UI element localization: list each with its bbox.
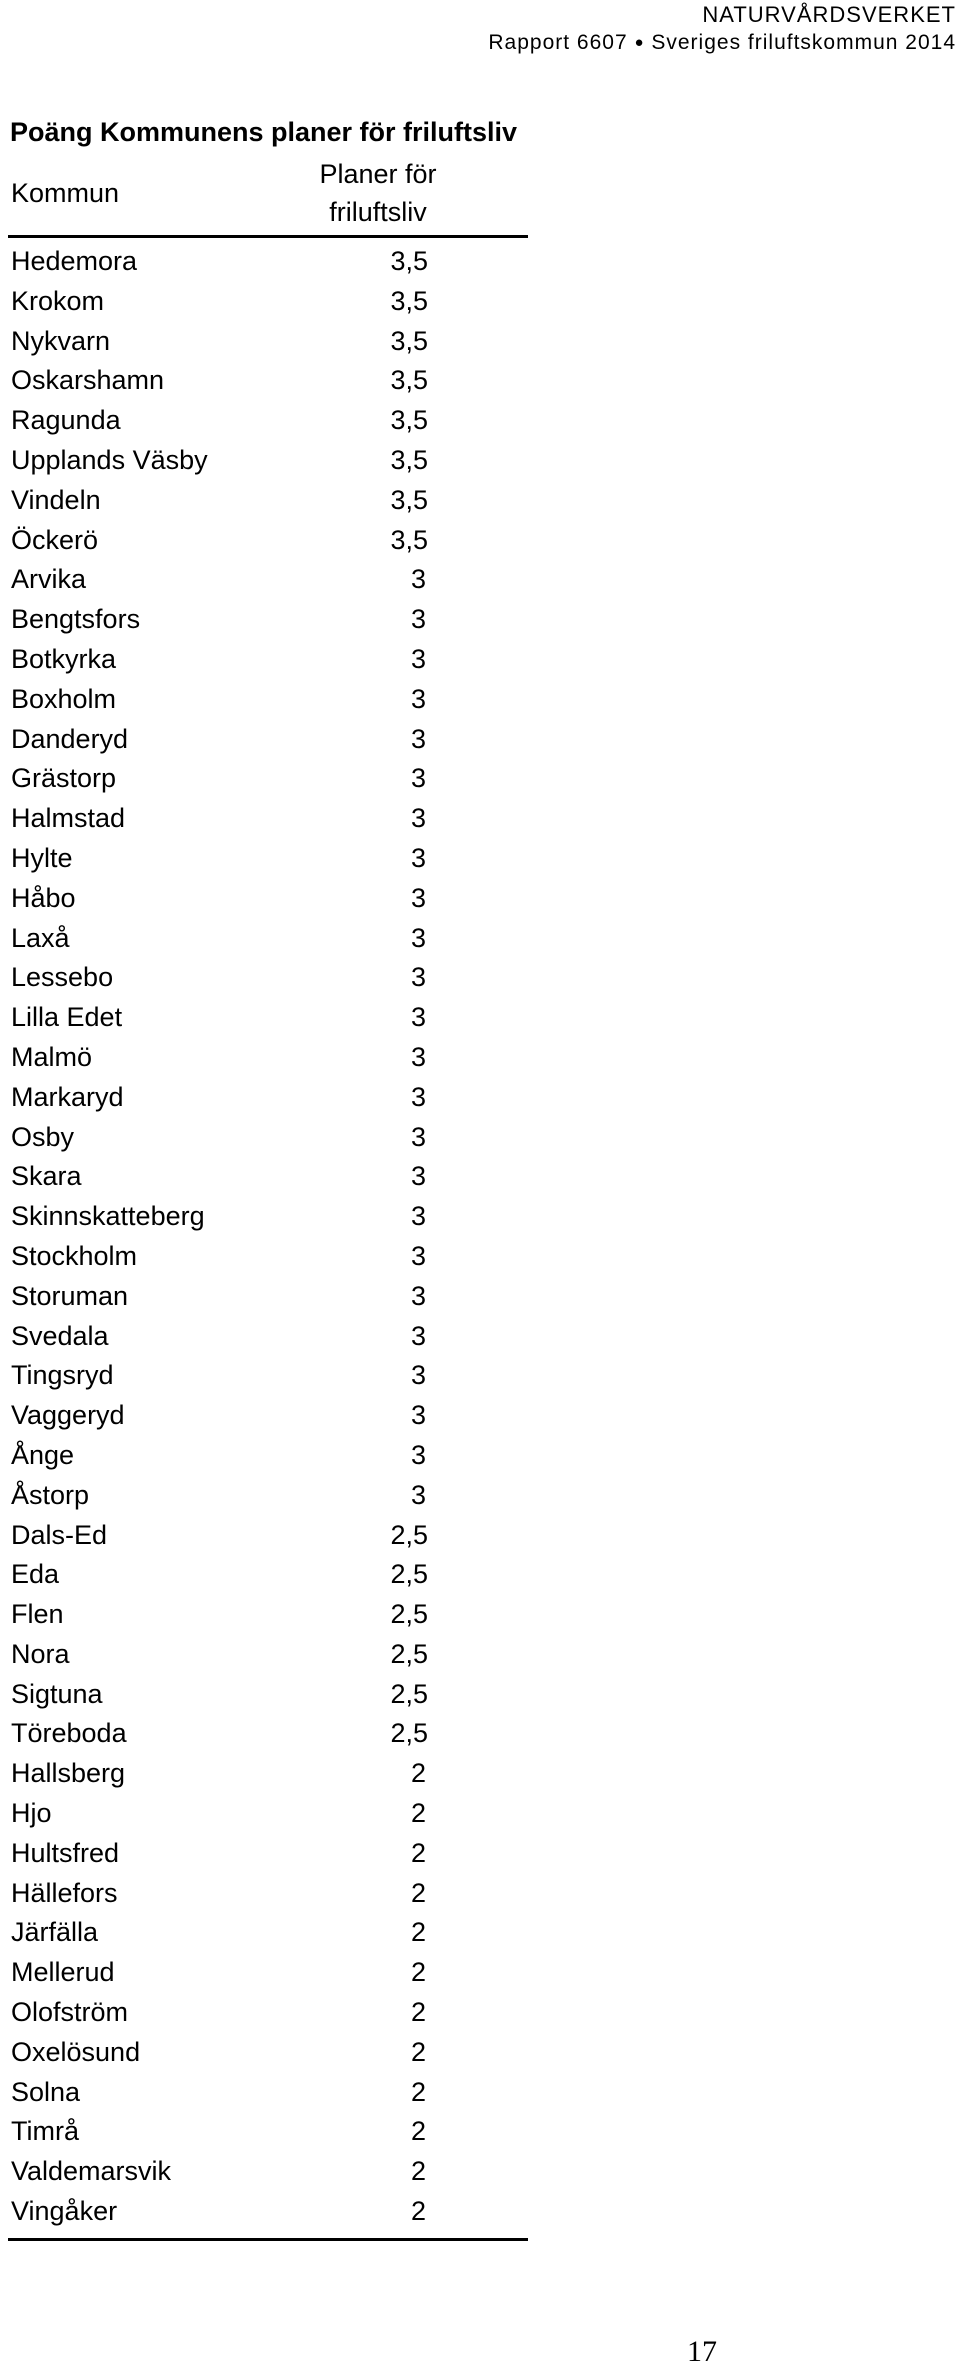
kommun-cell: Vingåker — [11, 2196, 118, 2227]
planer-value-cell: 3 — [410, 564, 426, 595]
column-header-planer-line1: Planer för — [319, 159, 437, 189]
kommun-cell: Storuman — [11, 1280, 129, 1311]
planer-value-cell: 3 — [410, 803, 426, 834]
planer-value-cell: 2 — [410, 1798, 426, 1829]
kommun-cell: Timrå — [11, 2116, 79, 2147]
kommun-cell: Oskarshamn — [11, 365, 165, 396]
planer-value-cell: 2 — [410, 2036, 426, 2067]
table-row — [8, 322, 528, 362]
planer-value-cell: 3 — [410, 1439, 426, 1470]
table-row — [8, 1834, 528, 1874]
kommun-cell: Krokom — [11, 285, 105, 316]
planer-value-cell: 3 — [410, 1121, 426, 1152]
table-row — [8, 1197, 528, 1237]
table-row — [8, 1874, 528, 1914]
kommun-cell: Lessebo — [11, 962, 114, 993]
kommun-cell: Grästorp — [11, 763, 117, 794]
table-row — [8, 879, 528, 919]
table-row — [8, 282, 528, 322]
kommun-cell: Halmstad — [11, 803, 126, 834]
planer-value-cell: 3 — [410, 643, 426, 674]
kommun-cell: Boxholm — [11, 683, 117, 714]
kommun-cell: Upplands Väsby — [11, 444, 208, 475]
planer-value-cell: 3 — [410, 683, 426, 714]
planer-value-cell: 3 — [410, 1479, 426, 1510]
kommun-cell: Öckerö — [11, 524, 99, 555]
table-row — [8, 2152, 528, 2192]
planer-value-cell: 3,5 — [390, 484, 428, 515]
table-row — [8, 1794, 528, 1834]
kommun-cell: Nora — [11, 1638, 70, 1669]
kommun-cell: Laxå — [11, 922, 70, 953]
table-row — [8, 640, 528, 680]
report-line — [488, 30, 956, 56]
planer-value-cell: 2 — [410, 1957, 426, 1988]
planer-value-cell: 3,5 — [390, 285, 428, 316]
planer-value-cell: 3 — [410, 1400, 426, 1431]
table-row — [8, 839, 528, 879]
planer-value-cell: 3 — [410, 1280, 426, 1311]
kommun-cell: Tingsryd — [11, 1360, 114, 1391]
table-row — [8, 521, 528, 561]
column-header-planer-line2: friluftsliv — [329, 197, 427, 227]
planer-value-cell: 2,5 — [390, 1638, 428, 1669]
kommun-cell: Hjo — [11, 1798, 52, 1829]
kommun-cell: Olofström — [11, 1997, 129, 2028]
table-row — [8, 1157, 528, 1197]
planer-value-cell: 3 — [410, 882, 426, 913]
table-row — [8, 1555, 528, 1595]
table-bottom-rule — [8, 2238, 528, 2241]
planer-value-cell: 3,5 — [390, 325, 428, 356]
table-header — [8, 155, 528, 238]
kommun-cell: Hedemora — [11, 246, 138, 276]
planer-value-cell: 3 — [410, 604, 426, 635]
planer-value-cell: 3 — [410, 1201, 426, 1232]
planer-value-cell: 3 — [410, 962, 426, 993]
kommun-cell: Nykvarn — [11, 325, 111, 356]
table-row — [8, 1993, 528, 2033]
planer-value-cell: 2,5 — [390, 1599, 428, 1630]
table-row — [8, 1516, 528, 1556]
planer-value-cell: 2 — [410, 2116, 426, 2147]
column-header-kommun: Kommun — [11, 178, 120, 208]
table-row — [8, 2112, 528, 2152]
kommun-cell: Järfälla — [11, 1917, 99, 1948]
kommun-cell: Markaryd — [11, 1081, 124, 1112]
table-row — [8, 242, 528, 282]
table-row — [8, 998, 528, 1038]
planer-value-cell: 2 — [410, 2156, 426, 2187]
kommun-cell: Åstorp — [11, 1479, 90, 1510]
table-row — [8, 1675, 528, 1715]
table-row — [8, 1476, 528, 1516]
table-row — [8, 1913, 528, 1953]
kommun-cell: Danderyd — [11, 723, 129, 754]
kommun-cell: Valdemarsvik — [11, 2156, 172, 2187]
planer-value-cell: 3 — [410, 1161, 426, 1192]
kommun-cell: Dals-Ed — [11, 1519, 108, 1550]
planer-value-cell: 3,5 — [390, 405, 428, 436]
page-number: 17 — [687, 2335, 717, 2368]
planer-value-cell: 3 — [410, 842, 426, 873]
planer-value-cell: 2,5 — [390, 1519, 428, 1550]
bullet-icon: ● — [634, 34, 645, 51]
table-row — [8, 361, 528, 401]
planer-value-cell: 2 — [410, 1758, 426, 1789]
score-table — [8, 155, 528, 2241]
kommun-cell: Mellerud — [11, 1957, 115, 1988]
table-row — [8, 1595, 528, 1635]
planer-value-cell: 3,5 — [390, 524, 428, 555]
table-row — [8, 1078, 528, 1118]
table-body — [8, 242, 528, 2232]
planer-value-cell: 3 — [410, 1320, 426, 1351]
kommun-cell: Hallsberg — [11, 1758, 126, 1789]
planer-value-cell: 3 — [410, 1002, 426, 1033]
table-row — [8, 1754, 528, 1794]
table-row — [8, 481, 528, 521]
table-row — [8, 560, 528, 600]
kommun-cell: Ånge — [11, 1439, 75, 1470]
table-row — [8, 1317, 528, 1357]
planer-value-cell: 3 — [410, 1041, 426, 1072]
kommun-cell: Hylte — [11, 842, 73, 873]
table-row — [8, 1714, 528, 1754]
table-row — [8, 680, 528, 720]
kommun-cell: Lilla Edet — [11, 1002, 123, 1033]
table-row — [8, 759, 528, 799]
table-row — [8, 958, 528, 998]
kommun-cell: Sigtuna — [11, 1678, 103, 1709]
kommun-cell: Ragunda — [11, 405, 121, 436]
report-number: Rapport 6607 — [488, 31, 628, 54]
kommun-cell: Osby — [11, 1121, 75, 1152]
kommun-cell: Arvika — [11, 564, 87, 595]
report-title: Sveriges friluftskommun 2014 — [651, 31, 956, 54]
table-row — [8, 919, 528, 959]
kommun-cell: Hultsfred — [11, 1837, 120, 1868]
kommun-cell: Solna — [11, 2076, 81, 2107]
planer-value-cell: 2 — [410, 1917, 426, 1948]
table-row — [8, 600, 528, 640]
column-header-planer — [308, 155, 448, 231]
table-row — [8, 1953, 528, 1993]
page-header — [488, 0, 956, 56]
kommun-cell: Vaggeryd — [11, 1400, 125, 1431]
kommun-cell: Svedala — [11, 1320, 109, 1351]
table-row — [8, 2033, 528, 2073]
table-row — [8, 1436, 528, 1476]
table-row — [8, 1237, 528, 1277]
table-title: Poäng Kommunens planer för friluftsliv — [10, 117, 518, 147]
kommun-cell: Vindeln — [11, 484, 101, 515]
kommun-cell: Hällefors — [11, 1877, 118, 1908]
planer-value-cell: 3 — [410, 1081, 426, 1112]
kommun-cell: Skara — [11, 1161, 82, 1192]
table-row — [8, 401, 528, 441]
table-row — [8, 2192, 528, 2232]
planer-value-cell: 3,5 — [390, 246, 428, 276]
kommun-cell: Håbo — [11, 882, 76, 913]
table-row — [8, 1356, 528, 1396]
planer-value-cell: 2 — [410, 2196, 426, 2227]
table-row — [8, 1118, 528, 1158]
kommun-cell: Skinnskatteberg — [11, 1201, 205, 1232]
planer-value-cell: 3 — [410, 763, 426, 794]
planer-value-cell: 3,5 — [390, 365, 428, 396]
kommun-cell: Botkyrka — [11, 643, 117, 674]
kommun-cell: Bengtsfors — [11, 604, 141, 635]
kommun-cell: Flen — [11, 1599, 64, 1630]
planer-value-cell: 3 — [410, 1240, 426, 1271]
planer-value-cell: 2 — [410, 2076, 426, 2107]
kommun-cell: Malmö — [11, 1041, 93, 1072]
publisher-name: NATURVÅRDSVERKET — [702, 2, 956, 27]
planer-value-cell: 2,5 — [390, 1678, 428, 1709]
planer-value-cell: 2,5 — [390, 1559, 428, 1590]
table-row — [8, 1396, 528, 1436]
table-row — [8, 720, 528, 760]
kommun-cell: Eda — [11, 1559, 60, 1590]
kommun-cell: Oxelösund — [11, 2036, 141, 2067]
planer-value-cell: 3,5 — [390, 444, 428, 475]
planer-value-cell: 3 — [410, 723, 426, 754]
planer-value-cell: 2,5 — [390, 1718, 428, 1749]
table-row — [8, 1038, 528, 1078]
kommun-cell: Töreboda — [11, 1718, 127, 1749]
planer-value-cell: 2 — [410, 1837, 426, 1868]
table-row — [8, 1635, 528, 1675]
table-row — [8, 441, 528, 481]
planer-value-cell: 3 — [410, 1360, 426, 1391]
table-row — [8, 2073, 528, 2113]
planer-value-cell: 2 — [410, 1997, 426, 2028]
planer-value-cell: 2 — [410, 1877, 426, 1908]
table-row — [8, 799, 528, 839]
kommun-cell: Stockholm — [11, 1240, 138, 1271]
planer-value-cell: 3 — [410, 922, 426, 953]
table-row — [8, 1277, 528, 1317]
